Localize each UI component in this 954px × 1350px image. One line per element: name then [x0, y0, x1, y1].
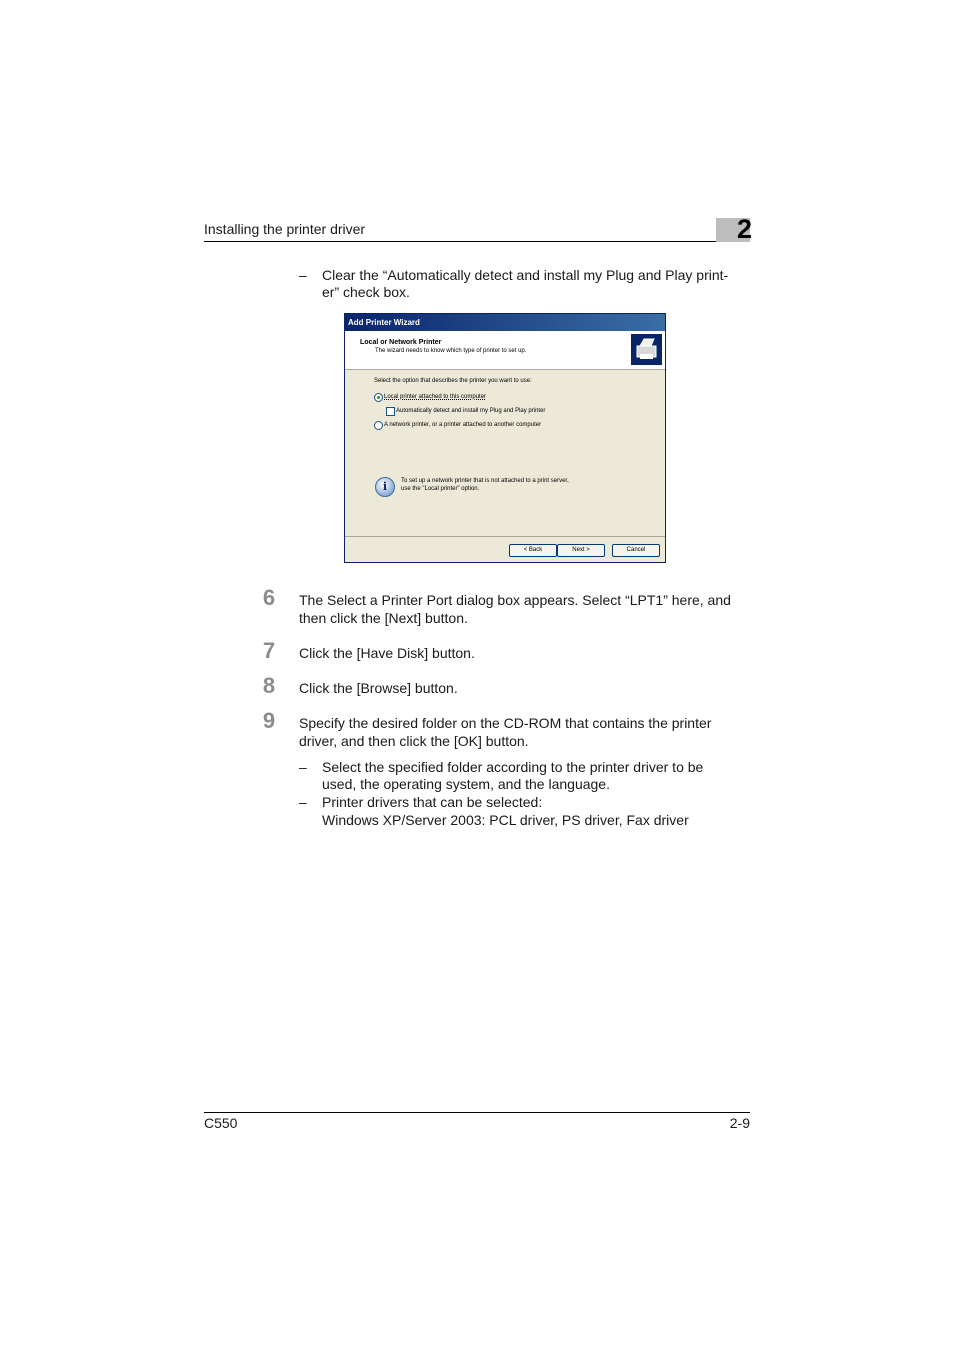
sub-bullet-line: Printer drivers that can be selected:	[322, 794, 543, 810]
bullet-dash: –	[299, 267, 307, 283]
footer-rule	[204, 1112, 750, 1113]
network-printer-radio[interactable]	[374, 421, 383, 430]
bullet-dash: –	[299, 759, 307, 775]
step-text-line: Specify the desired folder on the CD-ROM that contains the printer	[299, 715, 712, 731]
step-number: 7	[262, 638, 276, 663]
sub-bullet-line: used, the operating system, and the language.	[322, 776, 610, 792]
cancel-button[interactable]: Cancel	[612, 544, 660, 557]
step-text-line: Click the [Browse] button.	[299, 680, 458, 696]
info-line1: To set up a network printer that is not attached to a print server,	[401, 478, 569, 484]
dialog-separator	[345, 536, 665, 537]
header-rule	[204, 241, 750, 242]
step-text-line: Click the [Have Disk] button.	[299, 645, 475, 661]
auto-detect-label[interactable]: Automatically detect and install my Plug and Play printer	[396, 408, 546, 414]
dialog-prompt: Select the option that describes the printer you want to use:	[374, 378, 532, 384]
info-line2: use the "Local printer" option.	[401, 486, 480, 492]
local-printer-radio[interactable]	[374, 393, 383, 402]
chapter-number: 2	[736, 214, 752, 244]
dialog-header-title: Local or Network Printer	[360, 339, 442, 346]
intro-bullet-line1: Clear the “Automatically detect and install my Plug and Play print-	[322, 267, 729, 283]
footer-model: C550	[204, 1115, 238, 1131]
step-number: 9	[262, 708, 276, 733]
printer-icon	[631, 334, 662, 365]
auto-detect-checkbox[interactable]	[386, 407, 395, 416]
network-printer-label[interactable]: A network printer, or a printer attached to another computer	[384, 422, 542, 428]
step-text-line: driver, and then click the [OK] button.	[299, 733, 529, 749]
sub-bullet-line: Windows XP/Server 2003: PCL driver, PS driver, Fax driver	[322, 812, 689, 828]
dialog-header-panel	[345, 331, 665, 370]
info-icon: i	[375, 477, 395, 497]
back-button[interactable]: < Back	[509, 544, 557, 557]
step-number: 8	[262, 673, 276, 698]
step-number: 6	[262, 585, 276, 610]
step-text-line: The Select a Printer Port dialog box appears. Select “LPT1” here, and	[299, 592, 731, 608]
add-printer-wizard-dialog	[344, 313, 666, 563]
running-header: Installing the printer driver	[204, 221, 366, 237]
bullet-dash: –	[299, 794, 307, 810]
footer-page-number: 2-9	[729, 1115, 750, 1131]
sub-bullet-line: Select the specified folder according to the printer driver to be	[322, 759, 704, 775]
intro-bullet-line2: er” check box.	[322, 284, 410, 300]
next-button[interactable]: Next >	[557, 544, 605, 557]
step-text-line: then click the [Next] button.	[299, 610, 468, 626]
local-printer-label[interactable]: Local printer attached to this computer	[384, 394, 487, 400]
dialog-title-bar: Add Printer Wizard	[345, 314, 665, 331]
dialog-header-subtitle: The wizard needs to know which type of printer to set up.	[375, 348, 527, 354]
